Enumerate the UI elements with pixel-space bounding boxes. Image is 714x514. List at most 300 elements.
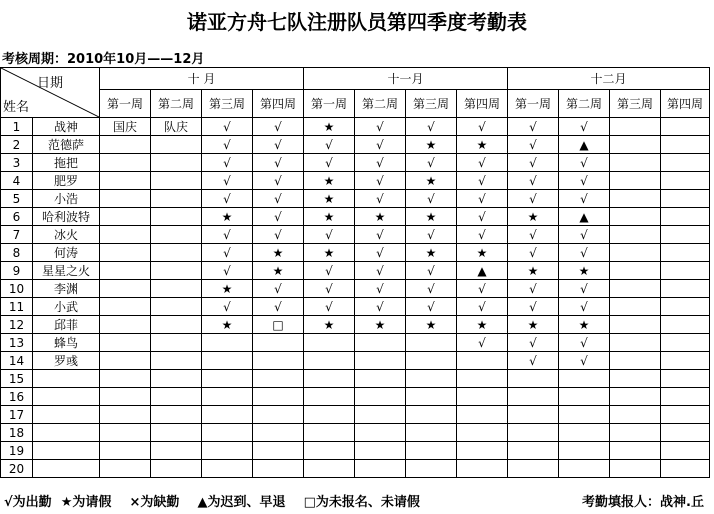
row-number: 13 [1, 334, 33, 352]
table-row [1, 352, 710, 370]
attendance-cell: √ [355, 136, 406, 154]
legend-present: √为出勤 [4, 495, 52, 510]
attendance-cell [151, 154, 202, 172]
attendance-cell: ★ [508, 262, 559, 280]
attendance-cell [304, 424, 355, 442]
attendance-cell [100, 280, 151, 298]
attendance-cell [304, 352, 355, 370]
attendance-cell: √ [253, 226, 304, 244]
table-row [1, 406, 710, 424]
attendance-cell [151, 406, 202, 424]
attendance-cell [151, 172, 202, 190]
attendance-cell [304, 370, 355, 388]
attendance-cell: √ [406, 280, 457, 298]
attendance-cell [661, 298, 710, 316]
sheet-title: 诺亚方舟七队注册队员第四季度考勤表 [187, 10, 527, 34]
attendance-cell [508, 424, 559, 442]
attendance-cell: ★ [304, 316, 355, 334]
attendance-cell: √ [355, 298, 406, 316]
attendance-cell: √ [406, 154, 457, 172]
attendance-cell: ★ [457, 136, 508, 154]
attendance-cell [610, 334, 661, 352]
attendance-cell: ★ [508, 208, 559, 226]
attendance-cell [151, 388, 202, 406]
table-row [1, 244, 710, 262]
attendance-cell [253, 406, 304, 424]
attendance-cell: ★ [406, 244, 457, 262]
member-name: 范德萨 [33, 136, 100, 154]
row-number: 20 [1, 460, 33, 478]
attendance-cell: ★ [457, 244, 508, 262]
attendance-cell [661, 226, 710, 244]
member-name: 邱菲 [33, 316, 100, 334]
attendance-cell [304, 442, 355, 460]
attendance-cell: ★ [253, 262, 304, 280]
attendance-cell [661, 154, 710, 172]
attendance-cell [610, 154, 661, 172]
week-header: 第四周 [457, 90, 508, 118]
attendance-cell [406, 442, 457, 460]
attendance-cell [661, 352, 710, 370]
attendance-cell [304, 406, 355, 424]
week-header: 第四周 [661, 90, 710, 118]
attendance-cell [508, 370, 559, 388]
attendance-cell: √ [304, 262, 355, 280]
attendance-cell: √ [559, 298, 610, 316]
attendance-cell [610, 136, 661, 154]
attendance-cell [202, 460, 253, 478]
attendance-cell: ★ [304, 244, 355, 262]
table-row [1, 208, 710, 226]
attendance-cell: √ [457, 334, 508, 352]
member-name: 哈利波特 [33, 208, 100, 226]
table-row [1, 226, 710, 244]
legend-late: ▲为迟到、早退 [197, 495, 286, 510]
attendance-cell: ▲ [457, 262, 508, 280]
member-name: 肥罗 [33, 172, 100, 190]
attendance-cell [661, 370, 710, 388]
row-number: 9 [1, 262, 33, 280]
attendance-cell [661, 280, 710, 298]
table-row [1, 172, 710, 190]
attendance-cell [610, 298, 661, 316]
attendance-cell: √ [406, 190, 457, 208]
attendance-cell: √ [406, 298, 457, 316]
week-header: 第二周 [355, 90, 406, 118]
attendance-cell: √ [202, 118, 253, 136]
attendance-cell: √ [508, 280, 559, 298]
legend-absent: ×为缺勤 [129, 495, 180, 510]
attendance-cell [304, 388, 355, 406]
attendance-cell: √ [253, 154, 304, 172]
attendance-cell [253, 370, 304, 388]
attendance-cell: ★ [304, 118, 355, 136]
attendance-cell [559, 370, 610, 388]
attendance-cell: ★ [202, 208, 253, 226]
row-number: 15 [1, 370, 33, 388]
attendance-cell: ★ [202, 280, 253, 298]
attendance-cell: √ [457, 172, 508, 190]
row-number: 19 [1, 442, 33, 460]
attendance-cell: √ [508, 172, 559, 190]
attendance-cell [661, 334, 710, 352]
member-name [33, 424, 100, 442]
attendance-cell: √ [457, 226, 508, 244]
attendance-cell [355, 460, 406, 478]
row-number: 6 [1, 208, 33, 226]
header-diagonal-cell [1, 68, 100, 118]
row-number: 12 [1, 316, 33, 334]
attendance-cell: √ [559, 226, 610, 244]
attendance-cell [151, 226, 202, 244]
attendance-cell [610, 280, 661, 298]
attendance-cell [661, 262, 710, 280]
attendance-cell: ★ [406, 172, 457, 190]
table-row [1, 316, 710, 334]
attendance-cell [610, 244, 661, 262]
attendance-cell [202, 442, 253, 460]
attendance-cell [508, 460, 559, 478]
attendance-cell: √ [253, 172, 304, 190]
attendance-cell: √ [406, 118, 457, 136]
week-header: 第一周 [508, 90, 559, 118]
attendance-cell [559, 460, 610, 478]
week-header: 第一周 [304, 90, 355, 118]
attendance-cell: √ [457, 118, 508, 136]
attendance-cell: ★ [406, 208, 457, 226]
attendance-cell: ★ [355, 208, 406, 226]
attendance-cell [457, 460, 508, 478]
attendance-cell: √ [457, 154, 508, 172]
member-name: 蜂鸟 [33, 334, 100, 352]
attendance-cell: √ [559, 190, 610, 208]
attendance-cell [355, 442, 406, 460]
attendance-cell: √ [355, 280, 406, 298]
week-header: 第二周 [151, 90, 202, 118]
attendance-cell [304, 334, 355, 352]
attendance-cell: √ [457, 208, 508, 226]
attendance-cell [457, 442, 508, 460]
attendance-cell [610, 442, 661, 460]
attendance-cell [100, 172, 151, 190]
attendance-cell: √ [202, 298, 253, 316]
attendance-cell [406, 352, 457, 370]
attendance-cell: √ [508, 118, 559, 136]
week-header: 第三周 [406, 90, 457, 118]
attendance-cell [355, 334, 406, 352]
member-name: 罗彧 [33, 352, 100, 370]
attendance-cell [457, 388, 508, 406]
attendance-cell: √ [304, 154, 355, 172]
attendance-cell: √ [202, 172, 253, 190]
attendance-cell [100, 334, 151, 352]
attendance-cell [151, 280, 202, 298]
attendance-cell [355, 370, 406, 388]
attendance-cell: √ [406, 262, 457, 280]
table-row [1, 280, 710, 298]
attendance-cell [253, 460, 304, 478]
member-name [33, 460, 100, 478]
row-number: 2 [1, 136, 33, 154]
member-name: 李渊 [33, 280, 100, 298]
attendance-cell [661, 406, 710, 424]
attendance-cell: √ [457, 190, 508, 208]
attendance-cell: √ [559, 244, 610, 262]
attendance-cell [202, 370, 253, 388]
member-name: 星星之火 [33, 262, 100, 280]
attendance-cell: ★ [202, 316, 253, 334]
attendance-cell: √ [508, 352, 559, 370]
attendance-cell [406, 406, 457, 424]
member-name: 小武 [33, 298, 100, 316]
member-name: 小浩 [33, 190, 100, 208]
month-november: 十一月 [304, 68, 508, 90]
attendance-cell: √ [304, 226, 355, 244]
attendance-cell [508, 442, 559, 460]
attendance-cell [202, 424, 253, 442]
attendance-cell [661, 388, 710, 406]
attendance-cell [610, 190, 661, 208]
table-row [1, 388, 710, 406]
attendance-cell [100, 262, 151, 280]
attendance-cell [151, 424, 202, 442]
attendance-cell: ★ [304, 172, 355, 190]
attendance-cell [100, 460, 151, 478]
attendance-cell [457, 424, 508, 442]
attendance-cell: √ [559, 154, 610, 172]
attendance-cell [100, 190, 151, 208]
attendance-cell: √ [457, 298, 508, 316]
attendance-cell [151, 442, 202, 460]
table-row [1, 190, 710, 208]
table-row [1, 460, 710, 478]
attendance-cell [610, 388, 661, 406]
attendance-cell [253, 388, 304, 406]
attendance-cell: √ [253, 190, 304, 208]
attendance-cell [559, 424, 610, 442]
attendance-cell: √ [508, 190, 559, 208]
attendance-cell: √ [304, 298, 355, 316]
attendance-cell: ★ [253, 244, 304, 262]
week-header: 第二周 [559, 90, 610, 118]
attendance-cell: √ [202, 154, 253, 172]
attendance-cell [610, 406, 661, 424]
attendance-cell [661, 172, 710, 190]
attendance-cell [508, 406, 559, 424]
attendance-cell [253, 424, 304, 442]
attendance-cell [661, 460, 710, 478]
row-number: 14 [1, 352, 33, 370]
table-row [1, 136, 710, 154]
attendance-cell: ★ [508, 316, 559, 334]
attendance-cell [508, 388, 559, 406]
attendance-cell [661, 442, 710, 460]
row-number: 3 [1, 154, 33, 172]
member-name: 何涛 [33, 244, 100, 262]
attendance-cell [151, 244, 202, 262]
month-october: 十 月 [100, 68, 304, 90]
attendance-cell [202, 334, 253, 352]
attendance-cell [151, 190, 202, 208]
attendance-cell [406, 460, 457, 478]
attendance-cell [100, 424, 151, 442]
row-number: 16 [1, 388, 33, 406]
attendance-cell [355, 388, 406, 406]
attendance-cell: 队庆 [151, 118, 202, 136]
attendance-cell [457, 406, 508, 424]
attendance-cell: √ [508, 298, 559, 316]
table-row [1, 370, 710, 388]
attendance-cell [100, 442, 151, 460]
attendance-cell [457, 352, 508, 370]
attendance-cell: √ [508, 154, 559, 172]
attendance-cell [610, 316, 661, 334]
attendance-cell: ★ [304, 190, 355, 208]
week-header: 第三周 [610, 90, 661, 118]
attendance-cell [304, 460, 355, 478]
assessment-period: 考核周期：2010年10月——12月 [2, 52, 205, 67]
table-row [1, 262, 710, 280]
attendance-cell: √ [202, 262, 253, 280]
attendance-cell [151, 334, 202, 352]
attendance-cell [151, 262, 202, 280]
month-december: 十二月 [508, 68, 710, 90]
attendance-cell: √ [202, 136, 253, 154]
row-number: 4 [1, 172, 33, 190]
legend-leave: ★为请假 [60, 495, 112, 510]
table-row [1, 424, 710, 442]
attendance-cell [661, 316, 710, 334]
attendance-cell [355, 352, 406, 370]
attendance-cell [406, 334, 457, 352]
attendance-cell [202, 406, 253, 424]
attendance-cell: √ [355, 154, 406, 172]
attendance-cell [610, 208, 661, 226]
member-name [33, 442, 100, 460]
attendance-cell [610, 262, 661, 280]
attendance-cell: √ [202, 190, 253, 208]
row-number: 1 [1, 118, 33, 136]
attendance-cell [151, 208, 202, 226]
attendance-cell [559, 388, 610, 406]
attendance-cell: √ [508, 226, 559, 244]
attendance-cell: ▲ [559, 208, 610, 226]
attendance-cell: ▲ [559, 136, 610, 154]
attendance-cell [610, 460, 661, 478]
member-name: 战神 [33, 118, 100, 136]
attendance-cell: ★ [406, 136, 457, 154]
attendance-cell [100, 208, 151, 226]
attendance-cell [355, 424, 406, 442]
attendance-cell [610, 370, 661, 388]
row-number: 7 [1, 226, 33, 244]
member-name: 拖把 [33, 154, 100, 172]
attendance-cell: √ [559, 352, 610, 370]
attendance-cell [100, 298, 151, 316]
attendance-cell: √ [253, 118, 304, 136]
table-row [1, 334, 710, 352]
attendance-cell: √ [253, 298, 304, 316]
member-name [33, 370, 100, 388]
attendance-table [0, 67, 710, 478]
member-name [33, 406, 100, 424]
attendance-cell: √ [559, 334, 610, 352]
attendance-cell: √ [457, 280, 508, 298]
attendance-cell [151, 298, 202, 316]
week-header: 第四周 [253, 90, 304, 118]
attendance-cell [559, 442, 610, 460]
attendance-cell [202, 388, 253, 406]
attendance-cell [661, 208, 710, 226]
attendance-cell: √ [508, 244, 559, 262]
attendance-cell: ★ [355, 316, 406, 334]
table-row [1, 154, 710, 172]
attendance-cell [610, 424, 661, 442]
table-row [1, 118, 710, 136]
attendance-cell: √ [559, 118, 610, 136]
attendance-cell [151, 316, 202, 334]
attendance-cell [100, 316, 151, 334]
attendance-cell [355, 406, 406, 424]
attendance-cell: √ [508, 136, 559, 154]
row-number: 10 [1, 280, 33, 298]
attendance-cell [202, 352, 253, 370]
attendance-cell: ★ [457, 316, 508, 334]
row-number: 11 [1, 298, 33, 316]
attendance-cell [661, 118, 710, 136]
table-row [1, 298, 710, 316]
attendance-cell [151, 460, 202, 478]
attendance-cell [100, 136, 151, 154]
attendance-cell: √ [355, 244, 406, 262]
week-header: 第三周 [202, 90, 253, 118]
reporter: 考勤填报人：战神.丘 [582, 495, 704, 510]
attendance-cell [253, 442, 304, 460]
attendance-cell [151, 352, 202, 370]
attendance-cell [406, 370, 457, 388]
attendance-cell: √ [355, 172, 406, 190]
attendance-cell [100, 370, 151, 388]
attendance-cell: ★ [559, 262, 610, 280]
row-number: 8 [1, 244, 33, 262]
member-name: 冰火 [33, 226, 100, 244]
attendance-cell: √ [508, 334, 559, 352]
row-number: 5 [1, 190, 33, 208]
legend-unregistered: □为未报名、未请假 [303, 495, 420, 510]
attendance-cell [100, 244, 151, 262]
table-row [1, 442, 710, 460]
attendance-cell: √ [253, 280, 304, 298]
attendance-cell [610, 172, 661, 190]
attendance-cell [100, 406, 151, 424]
attendance-cell: √ [355, 118, 406, 136]
attendance-cell: ★ [559, 316, 610, 334]
attendance-cell: 国庆 [100, 118, 151, 136]
attendance-cell: √ [355, 190, 406, 208]
attendance-cell [253, 334, 304, 352]
attendance-cell [151, 136, 202, 154]
attendance-cell: √ [202, 226, 253, 244]
attendance-cell: √ [355, 262, 406, 280]
row-number: 17 [1, 406, 33, 424]
member-name [33, 388, 100, 406]
attendance-cell [661, 136, 710, 154]
attendance-cell [610, 226, 661, 244]
attendance-cell: □ [253, 316, 304, 334]
attendance-cell [100, 352, 151, 370]
date-header-label: 日期 [37, 76, 64, 91]
attendance-cell: √ [559, 172, 610, 190]
